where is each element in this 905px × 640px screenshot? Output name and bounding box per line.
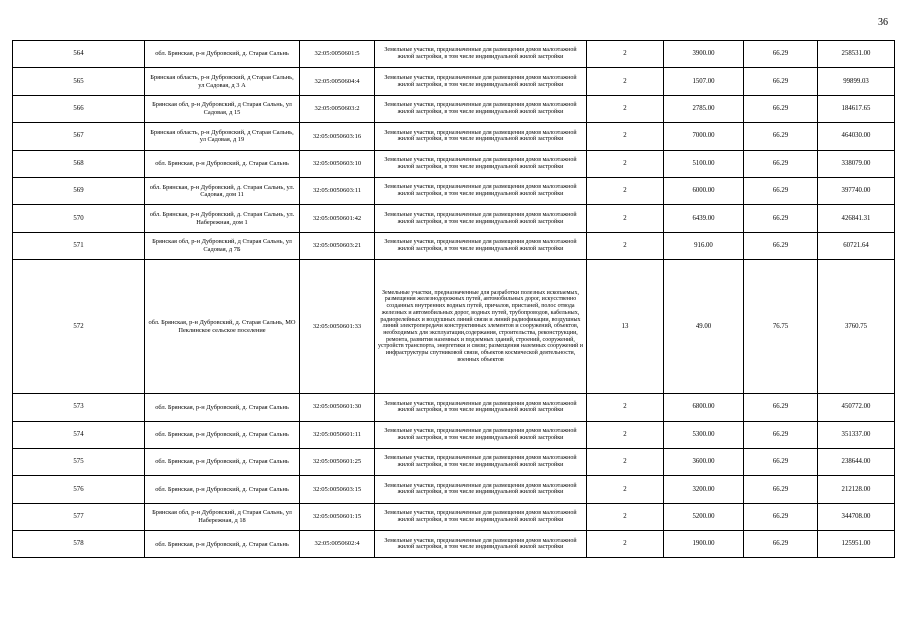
land-use-cell: Земельные участки, предназначенные для размещения домов малоэтажной жилой застройки, в том числе индивидуальной жилой застройки xyxy=(375,394,587,421)
address-cell: обл. Брянская, р-н Дубровский, д. Старая Сальнь, ул. Набережная, дом 1 xyxy=(145,205,300,232)
address-cell: обл. Брянская, р-н Дубровский, д. Старая Сальнь, МО Пеклинское сельское поселение xyxy=(145,260,300,394)
cadastral-value-cell: 450772.00 xyxy=(818,394,895,421)
area-cell: 2785.00 xyxy=(664,95,744,122)
table-row xyxy=(13,260,895,394)
group-number-cell: 2 xyxy=(587,123,664,150)
address-cell: Брянская обл, р-н Дубровский, д Старая Сальнь, ул Садовая, д 15 xyxy=(145,95,300,122)
address-cell: обл. Брянская, р-н Дубровский, д. Старая Сальнь xyxy=(145,421,300,448)
area-cell: 5100.00 xyxy=(664,150,744,177)
cadastral-value-cell: 258531.00 xyxy=(818,41,895,68)
table-row xyxy=(13,448,895,475)
land-use-cell: Земельные участки, предназначенные для размещения домов малоэтажной жилой застройки, в том числе индивидуальной жилой застройки xyxy=(375,123,587,150)
address-cell: обл. Брянская, р-н Дубровский, д. Старая Сальнь xyxy=(145,394,300,421)
area-cell: 6800.00 xyxy=(664,394,744,421)
cadastral-number-cell: 32:05:0050603:2 xyxy=(300,95,375,122)
cadastral-value-table xyxy=(12,40,895,558)
specific-value-cell: 66.29 xyxy=(744,394,818,421)
cadastral-value-cell: 464030.00 xyxy=(818,123,895,150)
specific-value-cell: 66.29 xyxy=(744,150,818,177)
row-number: 576 xyxy=(13,476,145,503)
table-row xyxy=(13,68,895,95)
land-use-cell: Земельные участки, предназначенные для размещения домов малоэтажной жилой застройки, в том числе индивидуальной жилой застройки xyxy=(375,503,587,530)
cadastral-number-cell: 32:05:0050601:15 xyxy=(300,503,375,530)
address-cell: Брянская обл, р-н Дубровский, д Старая Сальнь, ул Набережная, д 18 xyxy=(145,503,300,530)
table-row xyxy=(13,41,895,68)
cadastral-value-cell: 212128.00 xyxy=(818,476,895,503)
table-row xyxy=(13,123,895,150)
row-number: 566 xyxy=(13,95,145,122)
cadastral-number-cell: 32:05:0050603:16 xyxy=(300,123,375,150)
group-number-cell: 2 xyxy=(587,448,664,475)
row-number: 574 xyxy=(13,421,145,448)
specific-value-cell: 66.29 xyxy=(744,503,818,530)
area-cell: 3900.00 xyxy=(664,41,744,68)
cadastral-number-cell: 32:05:0050603:11 xyxy=(300,177,375,204)
row-number: 570 xyxy=(13,205,145,232)
address-cell: обл. Брянская, р-н Дубровский, д. Старая Сальнь xyxy=(145,41,300,68)
page-number: 36 xyxy=(878,17,888,28)
cadastral-value-cell: 125951.00 xyxy=(818,531,895,558)
row-number: 575 xyxy=(13,448,145,475)
specific-value-cell: 66.29 xyxy=(744,448,818,475)
cadastral-number-cell: 32:05:0050603:21 xyxy=(300,232,375,259)
land-use-cell: Земельные участки, предназначенные для размещения домов малоэтажной жилой застройки, в том числе индивидуальной жилой застройки xyxy=(375,150,587,177)
cadastral-number-cell: 32:05:0050603:10 xyxy=(300,150,375,177)
area-cell: 3600.00 xyxy=(664,448,744,475)
specific-value-cell: 66.29 xyxy=(744,95,818,122)
row-number: 577 xyxy=(13,503,145,530)
row-number: 578 xyxy=(13,531,145,558)
land-use-cell: Земельные участки, предназначенные для размещения домов малоэтажной жилой застройки, в том числе индивидуальной жилой застройки xyxy=(375,476,587,503)
specific-value-cell: 66.29 xyxy=(744,476,818,503)
area-cell: 49.00 xyxy=(664,260,744,394)
cadastral-value-cell: 184617.65 xyxy=(818,95,895,122)
cadastral-number-cell: 32:05:0050604:4 xyxy=(300,68,375,95)
row-number: 572 xyxy=(13,260,145,394)
area-cell: 1900.00 xyxy=(664,531,744,558)
cadastral-value-cell: 351337.00 xyxy=(818,421,895,448)
cadastral-number-cell: 32:05:0050601:25 xyxy=(300,448,375,475)
group-number-cell: 2 xyxy=(587,41,664,68)
group-number-cell: 2 xyxy=(587,421,664,448)
row-number: 567 xyxy=(13,123,145,150)
cadastral-number-cell: 32:05:0050602:4 xyxy=(300,531,375,558)
cadastral-number-cell: 32:05:0050601:33 xyxy=(300,260,375,394)
specific-value-cell: 66.29 xyxy=(744,68,818,95)
specific-value-cell: 66.29 xyxy=(744,421,818,448)
cadastral-value-cell: 397740.00 xyxy=(818,177,895,204)
address-cell: обл. Брянская, р-н Дубровский, д. Старая Сальнь xyxy=(145,531,300,558)
group-number-cell: 2 xyxy=(587,531,664,558)
specific-value-cell: 66.29 xyxy=(744,177,818,204)
table-row xyxy=(13,205,895,232)
area-cell: 3200.00 xyxy=(664,476,744,503)
land-use-cell: Земельные участки, предназначенные для размещения домов малоэтажной жилой застройки, в том числе индивидуальной жилой застройки xyxy=(375,205,587,232)
land-use-cell: Земельные участки, предназначенные для размещения домов малоэтажной жилой застройки, в том числе индивидуальной жилой застройки xyxy=(375,95,587,122)
group-number-cell: 2 xyxy=(587,476,664,503)
specific-value-cell: 66.29 xyxy=(744,123,818,150)
cadastral-value-cell: 344708.00 xyxy=(818,503,895,530)
cadastral-number-cell: 32:05:0050603:15 xyxy=(300,476,375,503)
specific-value-cell: 66.29 xyxy=(744,41,818,68)
row-number: 565 xyxy=(13,68,145,95)
group-number-cell: 2 xyxy=(587,150,664,177)
land-use-cell: Земельные участки, предназначенные для разработки полезных ископаемых, размещения железнодорожных путей, автомобильных дорог, искусственно созданных внутренних водных путей, причалов, пристаней, полос отвода железных и автомобильных дорог, водных путей, трубопроводов, кабельных, радиорелейных и воздушных линий связи и линий радиофикации, воздушных линий электропередачи конструктивных элементов и сооружений, объектов, необходимых для эксплуатации,содержания, строительства, реконструкции, ремонта, развития наземных и подземных зданий, строений, сооружений, устройств транспорта, энергетики и связи; размещения наземных сооружений и инфраструктуры спутниковой связи, объектов космической деятельности, военных объектов xyxy=(375,260,587,394)
cadastral-number-cell: 32:05:0050601:30 xyxy=(300,394,375,421)
specific-value-cell: 66.29 xyxy=(744,205,818,232)
group-number-cell: 13 xyxy=(587,260,664,394)
address-cell: обл. Брянская, р-н Дубровский, д. Старая Сальнь xyxy=(145,150,300,177)
group-number-cell: 2 xyxy=(587,177,664,204)
area-cell: 916.00 xyxy=(664,232,744,259)
land-use-cell: Земельные участки, предназначенные для размещения домов малоэтажной жилой застройки, в том числе индивидуальной жилой застройки xyxy=(375,232,587,259)
cadastral-number-cell: 32:05:0050601:42 xyxy=(300,205,375,232)
table-row xyxy=(13,150,895,177)
row-number: 573 xyxy=(13,394,145,421)
table-row xyxy=(13,503,895,530)
row-number: 568 xyxy=(13,150,145,177)
address-cell: Брянская область, р-н Дубровский, д Старая Сальнь, ул Садовая, д 19 xyxy=(145,123,300,150)
specific-value-cell: 66.29 xyxy=(744,232,818,259)
table-row xyxy=(13,531,895,558)
cadastral-number-cell: 32:05:0050601:5 xyxy=(300,41,375,68)
land-use-cell: Земельные участки, предназначенные для размещения домов малоэтажной жилой застройки, в том числе индивидуальной жилой застройки xyxy=(375,177,587,204)
address-cell: Брянская область, р-н Дубровский, д Старая Сальнь, ул Садовая, д 3 А xyxy=(145,68,300,95)
group-number-cell: 2 xyxy=(587,503,664,530)
area-cell: 5300.00 xyxy=(664,421,744,448)
row-number: 569 xyxy=(13,177,145,204)
group-number-cell: 2 xyxy=(587,232,664,259)
row-number: 564 xyxy=(13,41,145,68)
table-row xyxy=(13,95,895,122)
table-row xyxy=(13,476,895,503)
area-cell: 7000.00 xyxy=(664,123,744,150)
cadastral-value-cell: 238644.00 xyxy=(818,448,895,475)
address-cell: обл. Брянская, р-н Дубровский, д. Старая Сальнь, ул. Садовая, дом 11 xyxy=(145,177,300,204)
group-number-cell: 2 xyxy=(587,394,664,421)
table-row xyxy=(13,394,895,421)
specific-value-cell: 66.29 xyxy=(744,531,818,558)
address-cell: обл. Брянская, р-н Дубровский, д. Старая Сальнь xyxy=(145,448,300,475)
address-cell: обл. Брянская, р-н Дубровский, д. Старая Сальнь xyxy=(145,476,300,503)
row-number: 571 xyxy=(13,232,145,259)
area-cell: 6439.00 xyxy=(664,205,744,232)
table-row xyxy=(13,421,895,448)
cadastral-value-cell: 99899.03 xyxy=(818,68,895,95)
land-use-cell: Земельные участки, предназначенные для размещения домов малоэтажной жилой застройки, в том числе индивидуальной жилой застройки xyxy=(375,531,587,558)
address-cell: Брянская обл, р-н Дубровский, д Старая Сальнь, ул Садовая, д 7Б xyxy=(145,232,300,259)
table-row xyxy=(13,232,895,259)
land-use-cell: Земельные участки, предназначенные для размещения домов малоэтажной жилой застройки, в том числе индивидуальной жилой застройки xyxy=(375,421,587,448)
cadastral-number-cell: 32:05:0050601:11 xyxy=(300,421,375,448)
cadastral-value-cell: 426841.31 xyxy=(818,205,895,232)
area-cell: 5200.00 xyxy=(664,503,744,530)
area-cell: 6000.00 xyxy=(664,177,744,204)
cadastral-value-cell: 3760.75 xyxy=(818,260,895,394)
group-number-cell: 2 xyxy=(587,205,664,232)
group-number-cell: 2 xyxy=(587,68,664,95)
land-use-cell: Земельные участки, предназначенные для размещения домов малоэтажной жилой застройки, в том числе индивидуальной жилой застройки xyxy=(375,448,587,475)
land-use-cell: Земельные участки, предназначенные для размещения домов малоэтажной жилой застройки, в том числе индивидуальной жилой застройки xyxy=(375,41,587,68)
cadastral-value-cell: 60721.64 xyxy=(818,232,895,259)
area-cell: 1507.00 xyxy=(664,68,744,95)
land-use-cell: Земельные участки, предназначенные для размещения домов малоэтажной жилой застройки, в том числе индивидуальной жилой застройки xyxy=(375,68,587,95)
cadastral-value-cell: 338079.00 xyxy=(818,150,895,177)
specific-value-cell: 76.75 xyxy=(744,260,818,394)
group-number-cell: 2 xyxy=(587,95,664,122)
table-row xyxy=(13,177,895,204)
